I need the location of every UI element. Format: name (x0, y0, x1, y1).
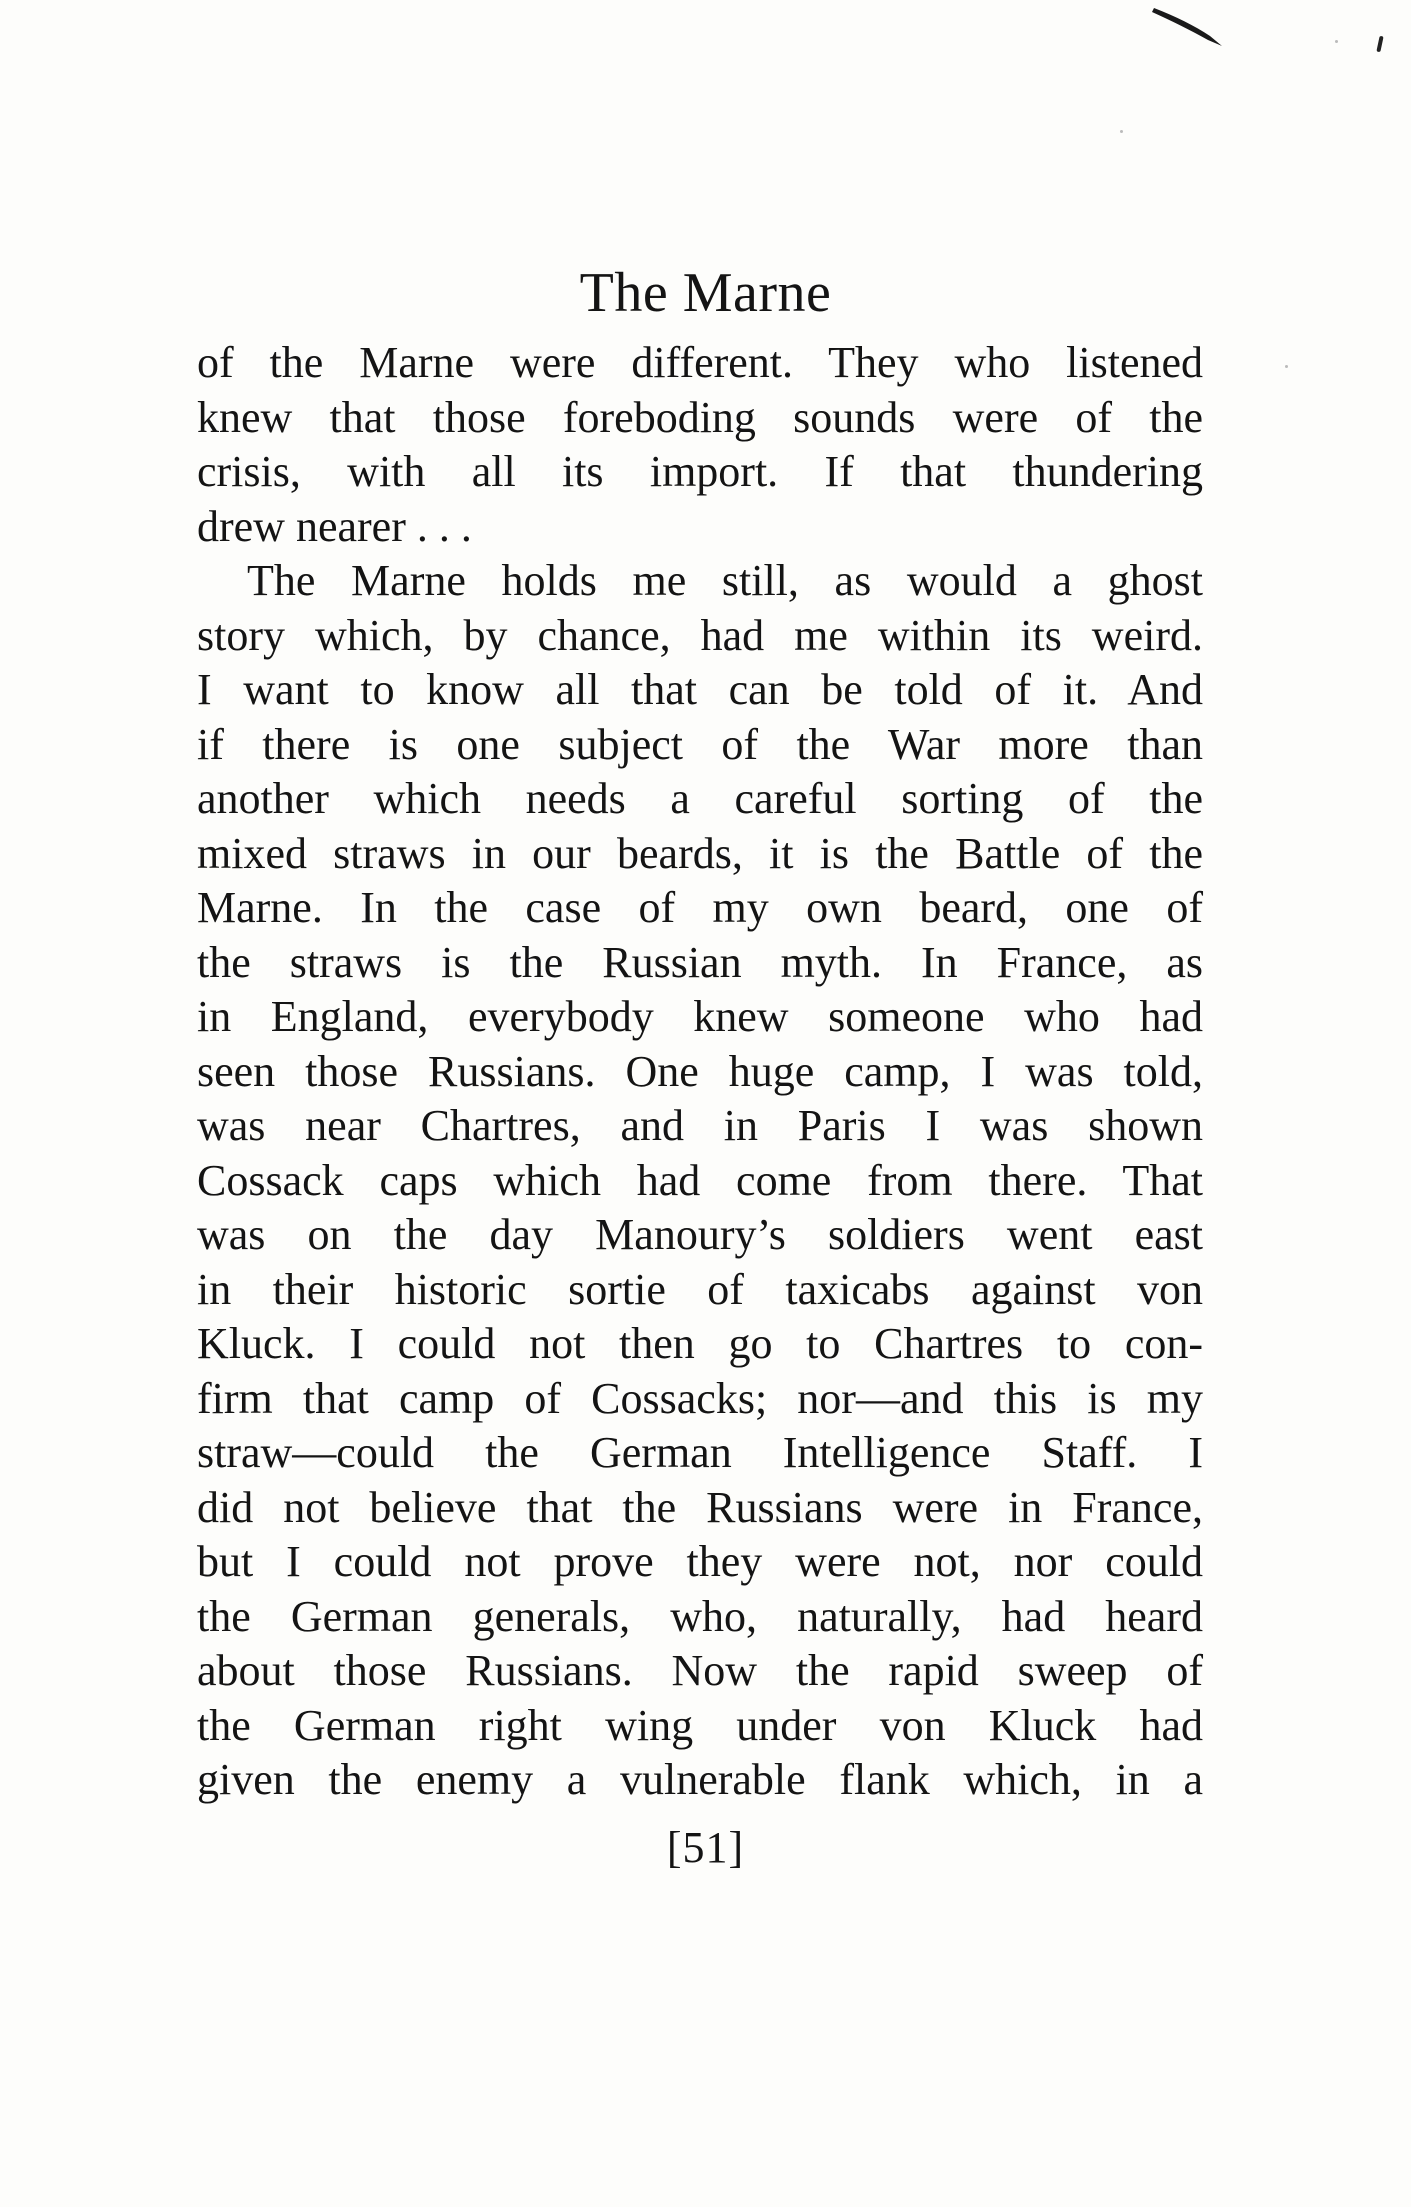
text-line: drew nearer . . . (197, 501, 472, 551)
text-line: The Marne holds me still, as would a ghost (247, 556, 1203, 605)
text-line: was near Chartres, and in Paris I was shown (197, 1101, 1203, 1150)
page-number: [51] (666, 1823, 745, 1872)
paper-speck (1335, 40, 1338, 43)
text-line: crisis, with all its import. If that thundering (197, 447, 1203, 496)
text-line: I want to know all that can be told of it. And (197, 665, 1203, 714)
text-line: if there is one subject of the War more than (197, 719, 1203, 769)
text-line: the straws is the Russian myth. In France, as (197, 937, 1203, 987)
text-line: knew that those foreboding sounds were of the (197, 392, 1203, 442)
text-line: in their historic sortie of taxicabs against von (197, 1264, 1203, 1314)
text-line: Marne. In the case of my own beard, one of (197, 883, 1203, 932)
text-line: in England, everybody knew someone who had (197, 992, 1203, 1041)
text-line: about those Russians. Now the rapid sweep of (197, 1646, 1203, 1695)
text-line: seen those Russians. One huge camp, I was told, (197, 1046, 1203, 1096)
text-line: firm that camp of Cossacks; nor—and this is my (197, 1373, 1203, 1423)
text-line: mixed straws in our beards, it is the Battle of the (197, 828, 1203, 878)
text-line: another which needs a careful sorting of the (197, 774, 1203, 823)
text-line: straw—could the German Intelligence Staff. I (197, 1428, 1203, 1477)
paper-speck (1120, 130, 1123, 133)
paper-speck (1285, 365, 1288, 368)
text-line: the German generals, who, naturally, had heard (197, 1591, 1203, 1641)
text-line: but I could not prove they were not, nor could (197, 1537, 1203, 1586)
text-line: was on the day Manoury’s soldiers went east (197, 1210, 1203, 1259)
text-line: of the Marne were different. They who listened (197, 338, 1203, 387)
text-line: Cossack caps which had come from there. That (197, 1155, 1203, 1205)
running-head: The Marne (579, 262, 832, 324)
text-line: story which, by chance, had me within its weird. (197, 610, 1203, 660)
ink-mark (1150, 6, 1230, 56)
text-line: given the enemy a vulnerable flank which, in a (197, 1755, 1203, 1804)
text-line: did not believe that the Russians were in France, (197, 1482, 1203, 1532)
text-line: the German right wing under von Kluck had (197, 1700, 1203, 1750)
ink-speck (1376, 36, 1383, 52)
text-line: Kluck. I could not then go to Chartres to con- (197, 1319, 1203, 1368)
body-text (197, 336, 1203, 1808)
